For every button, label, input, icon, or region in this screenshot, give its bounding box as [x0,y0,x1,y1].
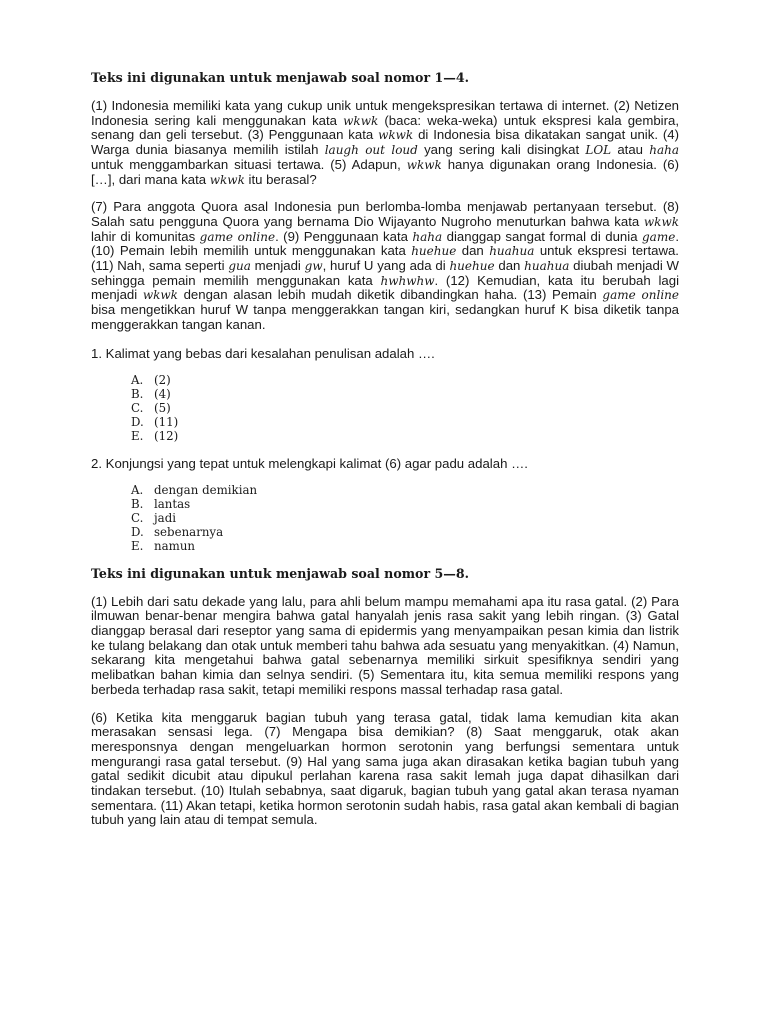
italic-term: LOL [585,143,612,158]
section2-paragraph-2: (6) Ketika kita menggaruk bagian tubuh yang terasa gatal, tidak lama kemudian kita akan merasakan sensasi lega. (7) Mengapa bisa demikian? (8) Saat menggaruk, otak akan meresponsnya dengan mengeluarkan hormon serotonin yang berfungsi sementara untuk mengurangi rasa gatal tersebut. (9) Hal yang sama juga akan dirasakan ketika bagian tubuh yang gatal sedikit dicubit atau dipukul perlahan karena rasa sakit lemah juga dapat dihasilkan dari tindakan tersebut. (10) Itulah sebabnya, saat digaruk, bagian tubuh yang gatal akan terasa nyaman sementara. (11) Akan tetapi, ketika hormon serotonin sudah habis, rasa gatal akan kembali di bagian tubuh yang lain atau di tempat semula. [91,709,679,828]
option-item [131,387,679,401]
italic-term: wkwk [343,113,379,128]
italic-term: wkwk [142,288,178,303]
option-letter: C. [131,400,144,415]
italic-term: wkwk [406,157,442,172]
question-2-options [91,483,679,554]
option-letter: A. [131,372,144,387]
italic-term: huahua [489,244,535,259]
option-item [131,525,679,539]
section2-paragraph-1: (1) Lebih dari satu dekade yang lalu, para ahli belum mampu memahami apa itu rasa gatal. (2) Para ilmuwan benar-benar mengira bahwa gatal hanyalah jenis rasa sakit yang lebih ringan. (3) Gatal dianggap berasal dari reseptor yang sama di epidermis yang menyampaikan pesan kimia dan listrik ke tulang belakang dan otak untuk memberi tahu bahwa ada sesuatu yang menyakitkan. (4) Namun, sekarang kita mengetahui bahwa gatal sebenarnya memiliki sirkuit spesifiknya sendiri yang melibatkan bahan kimia dan selnya sendiri. (5) Sementara itu, kita semua memiliki respons yang berbeda terhadap rasa sakit, tetapi memiliki respons massal terhadap rasa gatal. [91,593,679,697]
section1-heading: Teks ini digunakan untuk menjawab soal nomor 1—4. [91,70,469,85]
italic-term: laugh out loud [324,143,418,158]
italic-term: game online [602,288,679,303]
italic-term: haha [412,229,443,244]
option-letter: B. [131,496,144,511]
option-letter: E. [131,429,144,444]
question-1-options [91,373,679,444]
option-item [131,415,679,429]
italic-term: haha [649,143,680,158]
italic-term: wkwk [209,172,245,187]
option-text: (2) [154,372,171,387]
section1-paragraph-1: (1) Indonesia memiliki kata yang cukup unik untuk mengekspresikan tertawa di internet. (2) Netizen Indonesia sering kali menggunakan kata wkwk (baca: weka-weka) untuk ekspresi kala gembira, senang dan geli tersebut. (3) Penggunaan kata wkwk di Indonesia bisa dikatakan sangat unik. (4) Warga dunia biasanya memilih istilah laugh out loud yang sering kali disingkat LOL atau haha untuk menggambarkan situasi tertawa. (5) Adapun, wkwk hanya digunakan orang Indonesia. (6) […], dari mana kata wkwk itu berasal? [91,98,680,187]
option-letter: B. [131,386,144,401]
italic-term: huehue [449,259,495,274]
option-letter: C. [131,510,144,525]
question-1: 1. Kalimat yang bebas dari kesalahan penulisan adalah …. [91,345,435,361]
italic-term: gua [228,259,251,274]
option-item [131,539,679,553]
italic-term: hwhwhw [380,273,435,288]
italic-term: huahua [524,259,570,274]
option-text: lantas [154,496,191,511]
option-text: (12) [154,429,179,444]
option-item [131,429,679,443]
option-letter: E. [131,539,144,554]
italic-term: gw [304,259,323,274]
option-text: jadi [154,510,177,525]
document-page [91,70,679,841]
section1-paragraph-2: (7) Para anggota Quora asal Indonesia pun berlomba-lomba menjawab pertanyaan tersebut. (8) Salah satu pengguna Quora yang bernama Dio Wijayanto Nugroho menuturkan bahwa kata wkwk lahir di komunitas game online. (9) Penggunaan kata haha dianggap sangat formal di dunia game. (10) Pemain lebih memilih untuk menggunakan kata huehue dan huahua untuk ekspresi tertawa. (11) Nah, sama seperti gua menjadi gw, huruf U yang ada di huehue dan huahua diubah menjadi W sehingga pemain memilih menggunakan kata hwhwhw. (12) Kemudian, kata itu berubah lagi menjadi wkwk dengan alasan lebih mudah diketik dibandingkan haha. (13) Pemain game online bisa mengetikkan huruf W tanpa menggerakkan tangan kiri, sedangkan huruf K bisa diketik tanpa menggerakkan tangan kanan. [91,199,679,332]
option-letter: A. [131,482,144,497]
option-item [131,401,679,415]
option-text: (4) [154,386,171,401]
option-text: namun [154,539,196,554]
option-letter: D. [131,525,144,540]
section2-heading: Teks ini digunakan untuk menjawab soal nomor 5—8. [91,565,469,581]
option-item [131,373,679,387]
option-item [131,483,679,497]
option-text: sebenarnya [154,525,224,540]
italic-term: wkwk [378,128,414,143]
option-text: (11) [154,415,179,430]
option-text: dengan demikian [154,482,258,497]
question-2: 2. Konjungsi yang tepat untuk melengkapi kalimat (6) agar padu adalah …. [91,455,528,471]
option-item [131,497,679,511]
italic-term: game [642,229,676,244]
option-text: (5) [154,400,171,415]
italic-term: wkwk [643,214,679,229]
option-letter: D. [131,415,144,430]
italic-term: huehue [411,244,457,259]
italic-term: game online [199,229,276,244]
option-item [131,511,679,525]
